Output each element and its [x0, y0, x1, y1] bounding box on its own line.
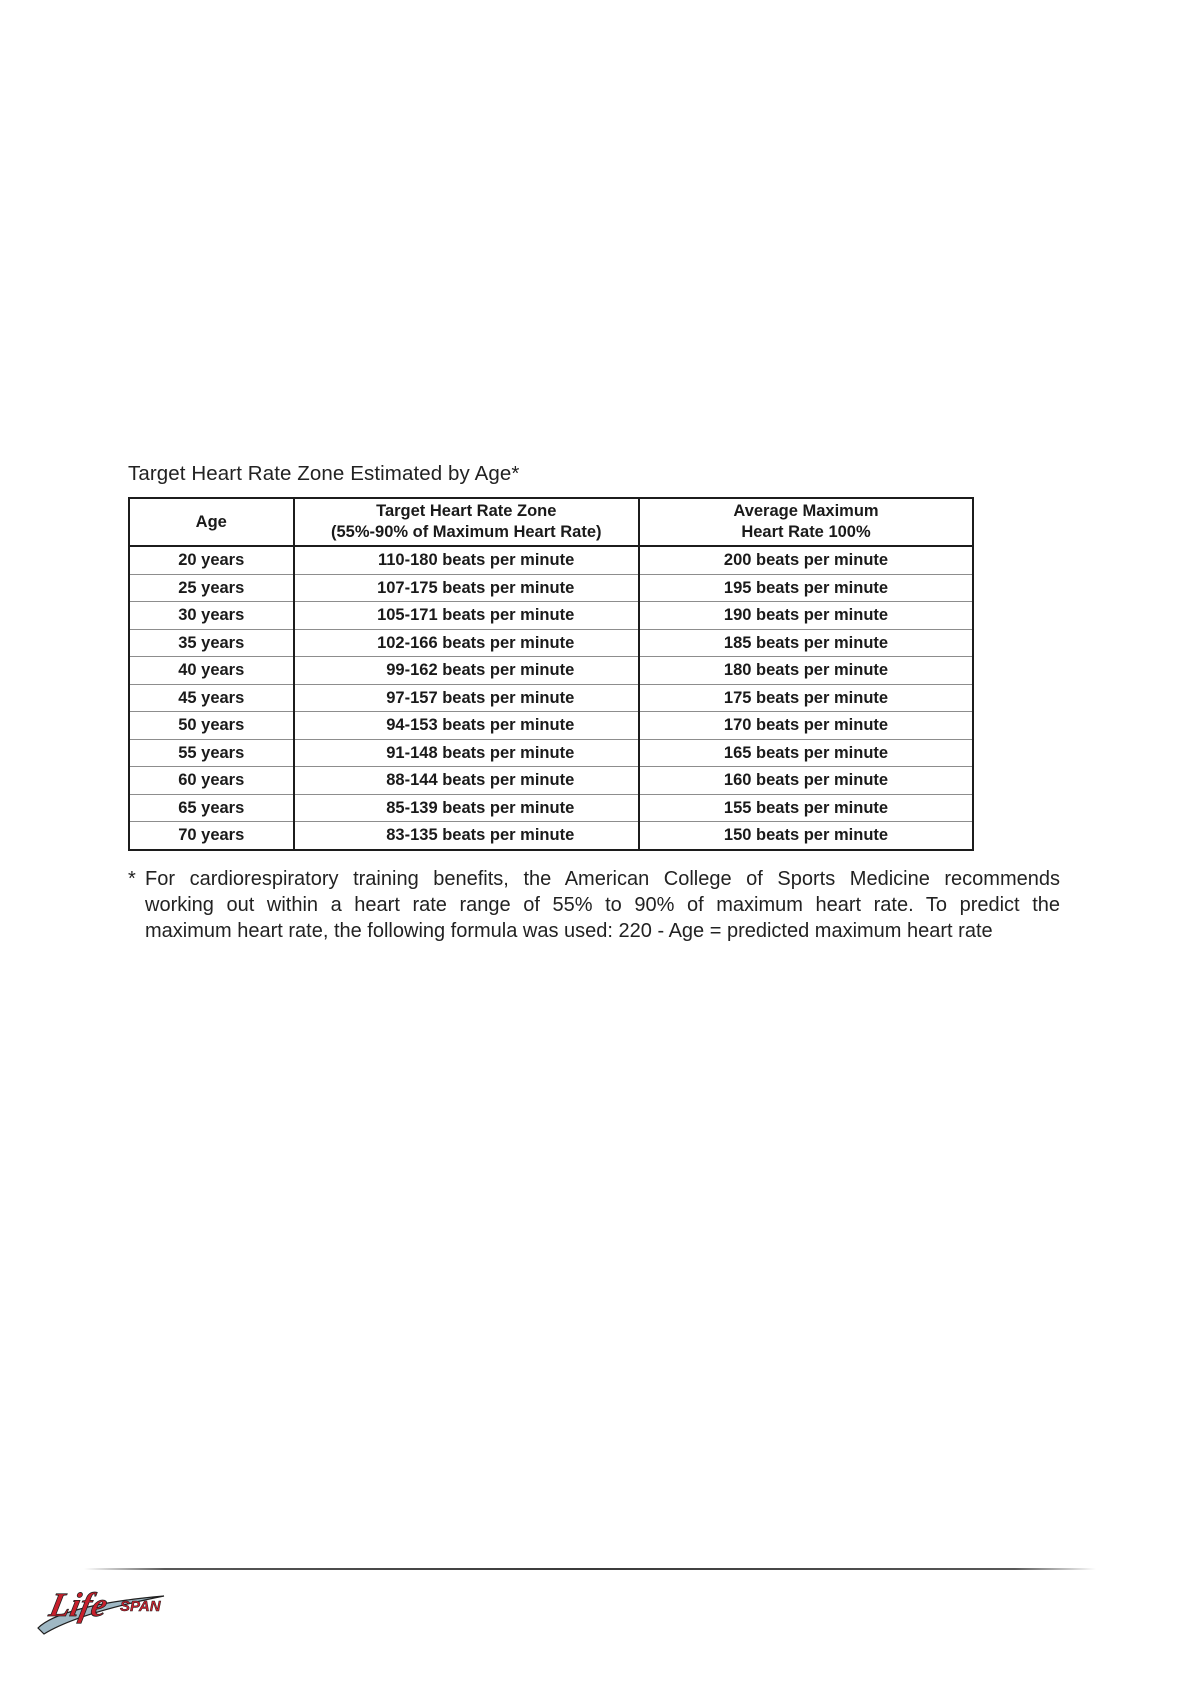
max-rate-cell: 155 beats per minute	[639, 794, 973, 822]
table-row	[129, 794, 973, 822]
footnote-marker: *	[128, 868, 136, 890]
table-row	[129, 602, 973, 630]
header-age	[129, 498, 294, 546]
max-rate-cell: 150 beats per minute	[723, 826, 889, 844]
zone-value: 85-139 beats per minute	[386, 798, 575, 817]
table-row	[129, 684, 973, 712]
age-cell: 20 years	[129, 546, 294, 574]
logo-life-text: Life	[46, 1586, 111, 1624]
zone-value: 102-166 beats per minute	[377, 633, 575, 652]
zone-cell	[294, 629, 639, 657]
age-cell: 40 years	[129, 657, 294, 685]
zone-cell	[294, 546, 639, 574]
zone-value: 83-135 beats per minute	[386, 826, 575, 844]
zone-cell	[294, 602, 639, 630]
max-rate-cell: 180 beats per minute	[639, 657, 973, 685]
footnote-line-1: For cardiorespiratory training benefits, the American College of Sports Medicine recommends	[145, 868, 1060, 890]
header-target-zone-line1: Target Heart Rate Zone	[376, 502, 557, 520]
header-max-rate	[639, 498, 973, 546]
max-rate-cell: 160 beats per minute	[639, 767, 973, 795]
table-row	[129, 574, 973, 602]
zone-value: 99-162 beats per minute	[386, 661, 575, 679]
zone-cell	[294, 822, 639, 850]
max-rate-cell: 175 beats per minute	[639, 684, 973, 712]
age-cell: 60 years	[129, 767, 294, 795]
lifespan-logo	[34, 1578, 184, 1636]
zone-value: 107-175 beats per minute	[377, 578, 575, 597]
age-cell: 70 years	[129, 822, 294, 850]
heart-rate-table	[128, 497, 974, 851]
age-cell: 35 years	[129, 629, 294, 657]
footnote-line-2: working out within a heart rate range of 55% to 90% of maximum heart rate. To predict the	[145, 894, 1060, 916]
zone-cell	[294, 684, 639, 712]
max-rate-cell: 165 beats per minute	[639, 739, 973, 767]
max-rate-cell: 190 beats per minute	[639, 602, 973, 630]
table-row	[129, 767, 973, 795]
zone-value: 88-144 beats per minute	[386, 771, 575, 789]
zone-cell	[294, 767, 639, 795]
table-title: Target Heart Rate Zone Estimated by Age*	[128, 462, 520, 485]
age-cell: 50 years	[129, 712, 294, 740]
max-rate-cell: 195 beats per minute	[639, 574, 973, 602]
header-max-rate-line1: Average Maximum	[733, 502, 879, 520]
max-rate-cell: 185 beats per minute	[639, 629, 973, 657]
logo-span-text: SPAN	[120, 1598, 161, 1615]
zone-cell	[294, 712, 639, 740]
header-target-zone-line2: (55%-90% of Maximum Heart Rate)	[331, 523, 602, 541]
zone-value: 110-180 beats per minute	[377, 551, 575, 569]
age-cell: 55 years	[129, 739, 294, 767]
table-header-row	[129, 498, 973, 546]
table-row	[129, 712, 973, 740]
footer-divider	[84, 1568, 1096, 1570]
header-target-zone	[294, 498, 639, 546]
table-row	[129, 629, 973, 657]
zone-value: 94-153 beats per minute	[386, 716, 575, 734]
table-row	[129, 546, 973, 574]
zone-value: 97-157 beats per minute	[386, 688, 575, 707]
age-cell: 65 years	[129, 794, 294, 822]
zone-value: 91-148 beats per minute	[386, 743, 575, 762]
table-row	[129, 657, 973, 685]
age-cell: 25 years	[129, 574, 294, 602]
table-row	[129, 822, 973, 850]
age-cell: 45 years	[129, 684, 294, 712]
zone-cell	[294, 574, 639, 602]
age-cell: 30 years	[129, 602, 294, 630]
zone-cell	[294, 657, 639, 685]
max-rate-cell: 200 beats per minute	[639, 546, 973, 574]
zone-value: 105-171 beats per minute	[377, 606, 575, 624]
table-row	[129, 739, 973, 767]
max-rate-cell: 170 beats per minute	[639, 712, 973, 740]
zone-cell	[294, 794, 639, 822]
zone-cell	[294, 739, 639, 767]
header-max-rate-line2: Heart Rate 100%	[741, 523, 871, 541]
footnote-line-3: maximum heart rate, the following formula was used: 220 - Age = predicted maximum heart rate	[145, 920, 993, 942]
footnote	[128, 866, 1060, 944]
header-age-label: Age	[195, 512, 227, 531]
